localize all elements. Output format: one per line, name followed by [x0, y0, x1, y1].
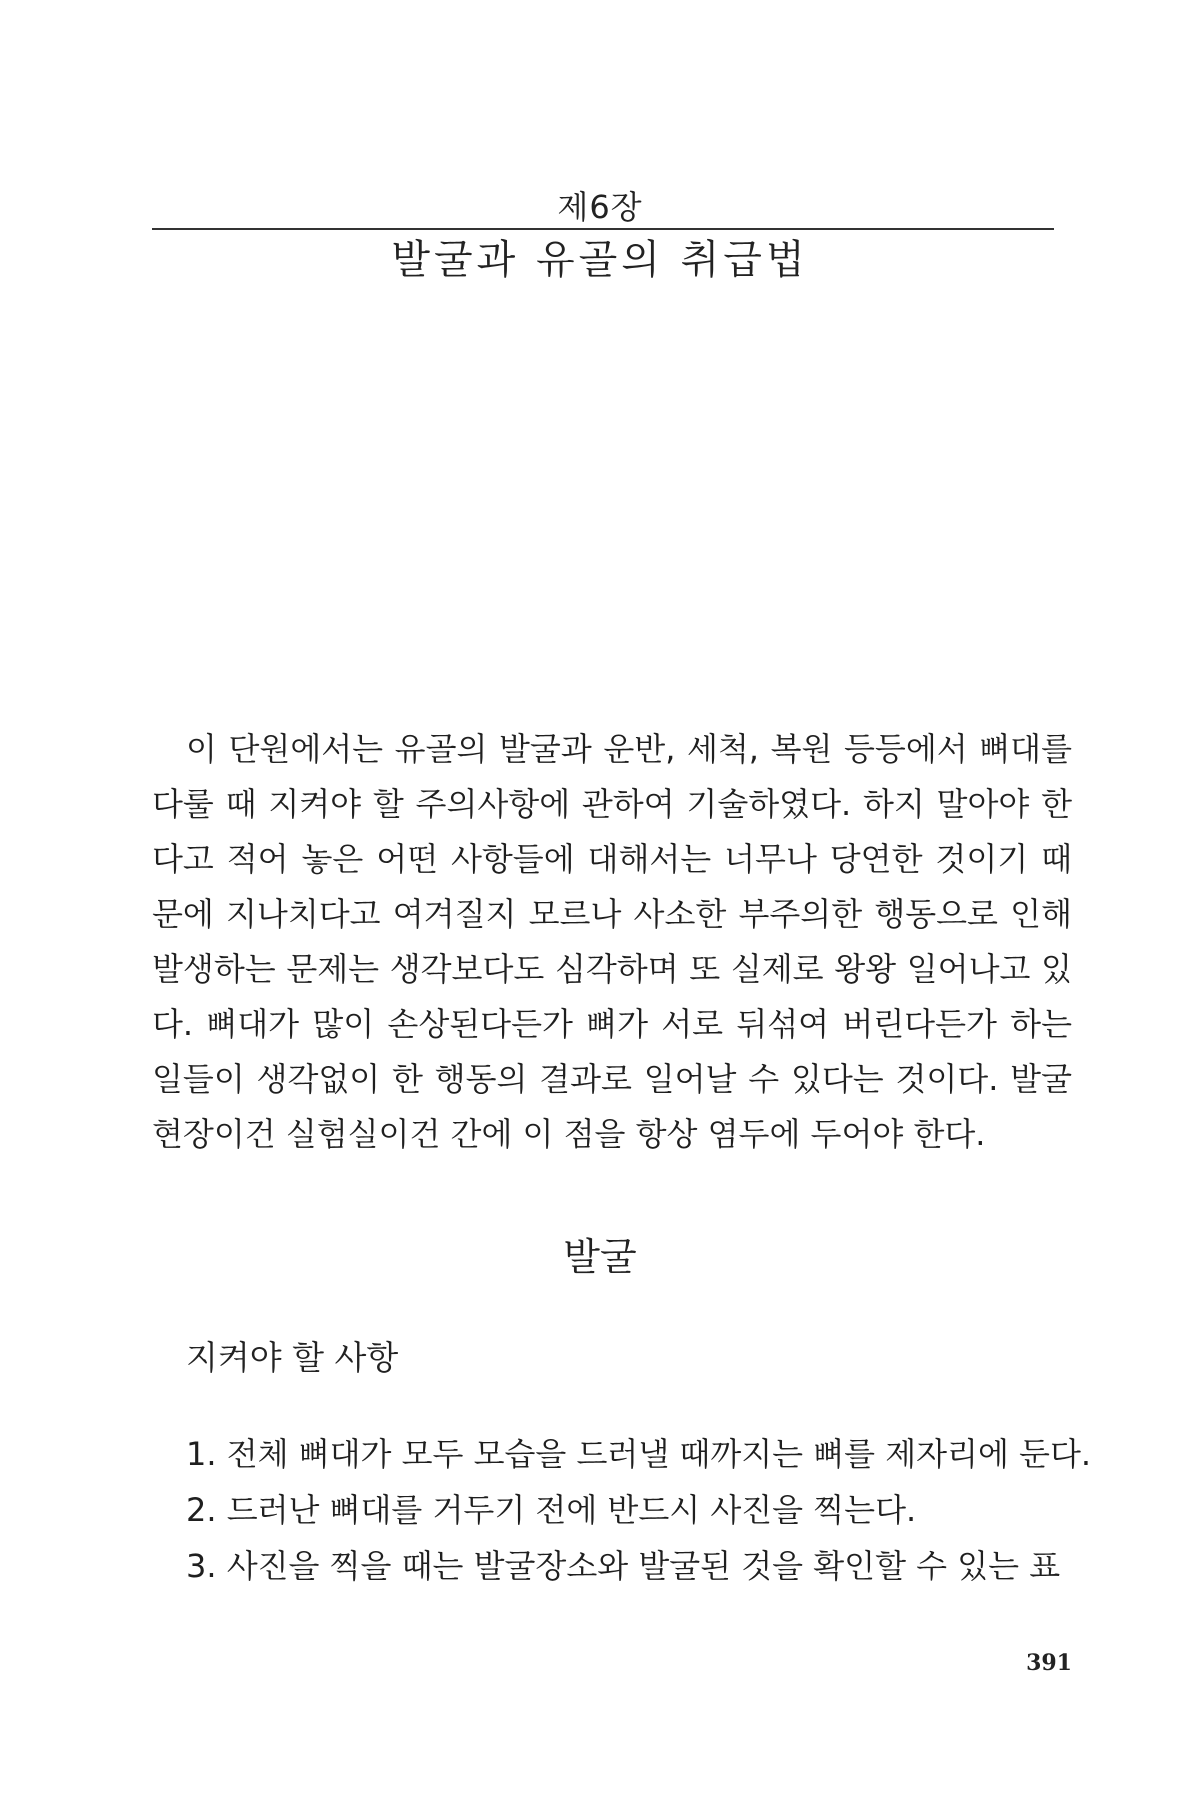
list-item: 1. 전체 뼈대가 모두 모습을 드러낼 때까지는 뼈를 제자리에 둔다. — [186, 1435, 1092, 1473]
list-item: 2. 드러난 뼈대를 거두기 전에 반드시 사진을 찍는다. — [186, 1491, 917, 1529]
intro-section — [152, 722, 1072, 1162]
chapter-title: 발굴과 유골의 취급법 — [391, 237, 809, 283]
chapter-label: 제6장 — [557, 188, 643, 226]
list-item: 3. 사진을 찍을 때는 발굴장소와 발굴된 것을 확인할 수 있는 표 — [186, 1547, 1061, 1585]
page-number: 391 — [1026, 1650, 1072, 1676]
intro-paragraph: 이 단원에서는 유골의 발굴과 운반, 세척, 복원 등등에서 뼈대를 다룰 때 지켜야 할 주의사항에 관하여 기술하였다. 하지 말아야 한다고 적어 놓은 어떤 사항들에 대해서는 너무나 당연한 것이기 때문에 지나치다고 여겨질지 모르나 사소한 부주의한 행동으로 인해 발생하는 문제는 생각보다도 심각하며 또 실제로 왕왕 일어나고 있다. 뼈대가 많이 손상된다든가 뼈가 서로 뒤섞여 버린다든가 하는 일들이 생각없이 한 행동의 결과로 일어날 수 있다는 것이다. 발굴현장이건 실험실이건 간에 이 점을 항상 염두에 두어야 한다. — [152, 730, 1072, 1153]
section-heading: 발굴 — [563, 1235, 637, 1279]
rule-list — [186, 1426, 1092, 1594]
subsection-heading: 지켜야 할 사항 — [186, 1338, 399, 1377]
